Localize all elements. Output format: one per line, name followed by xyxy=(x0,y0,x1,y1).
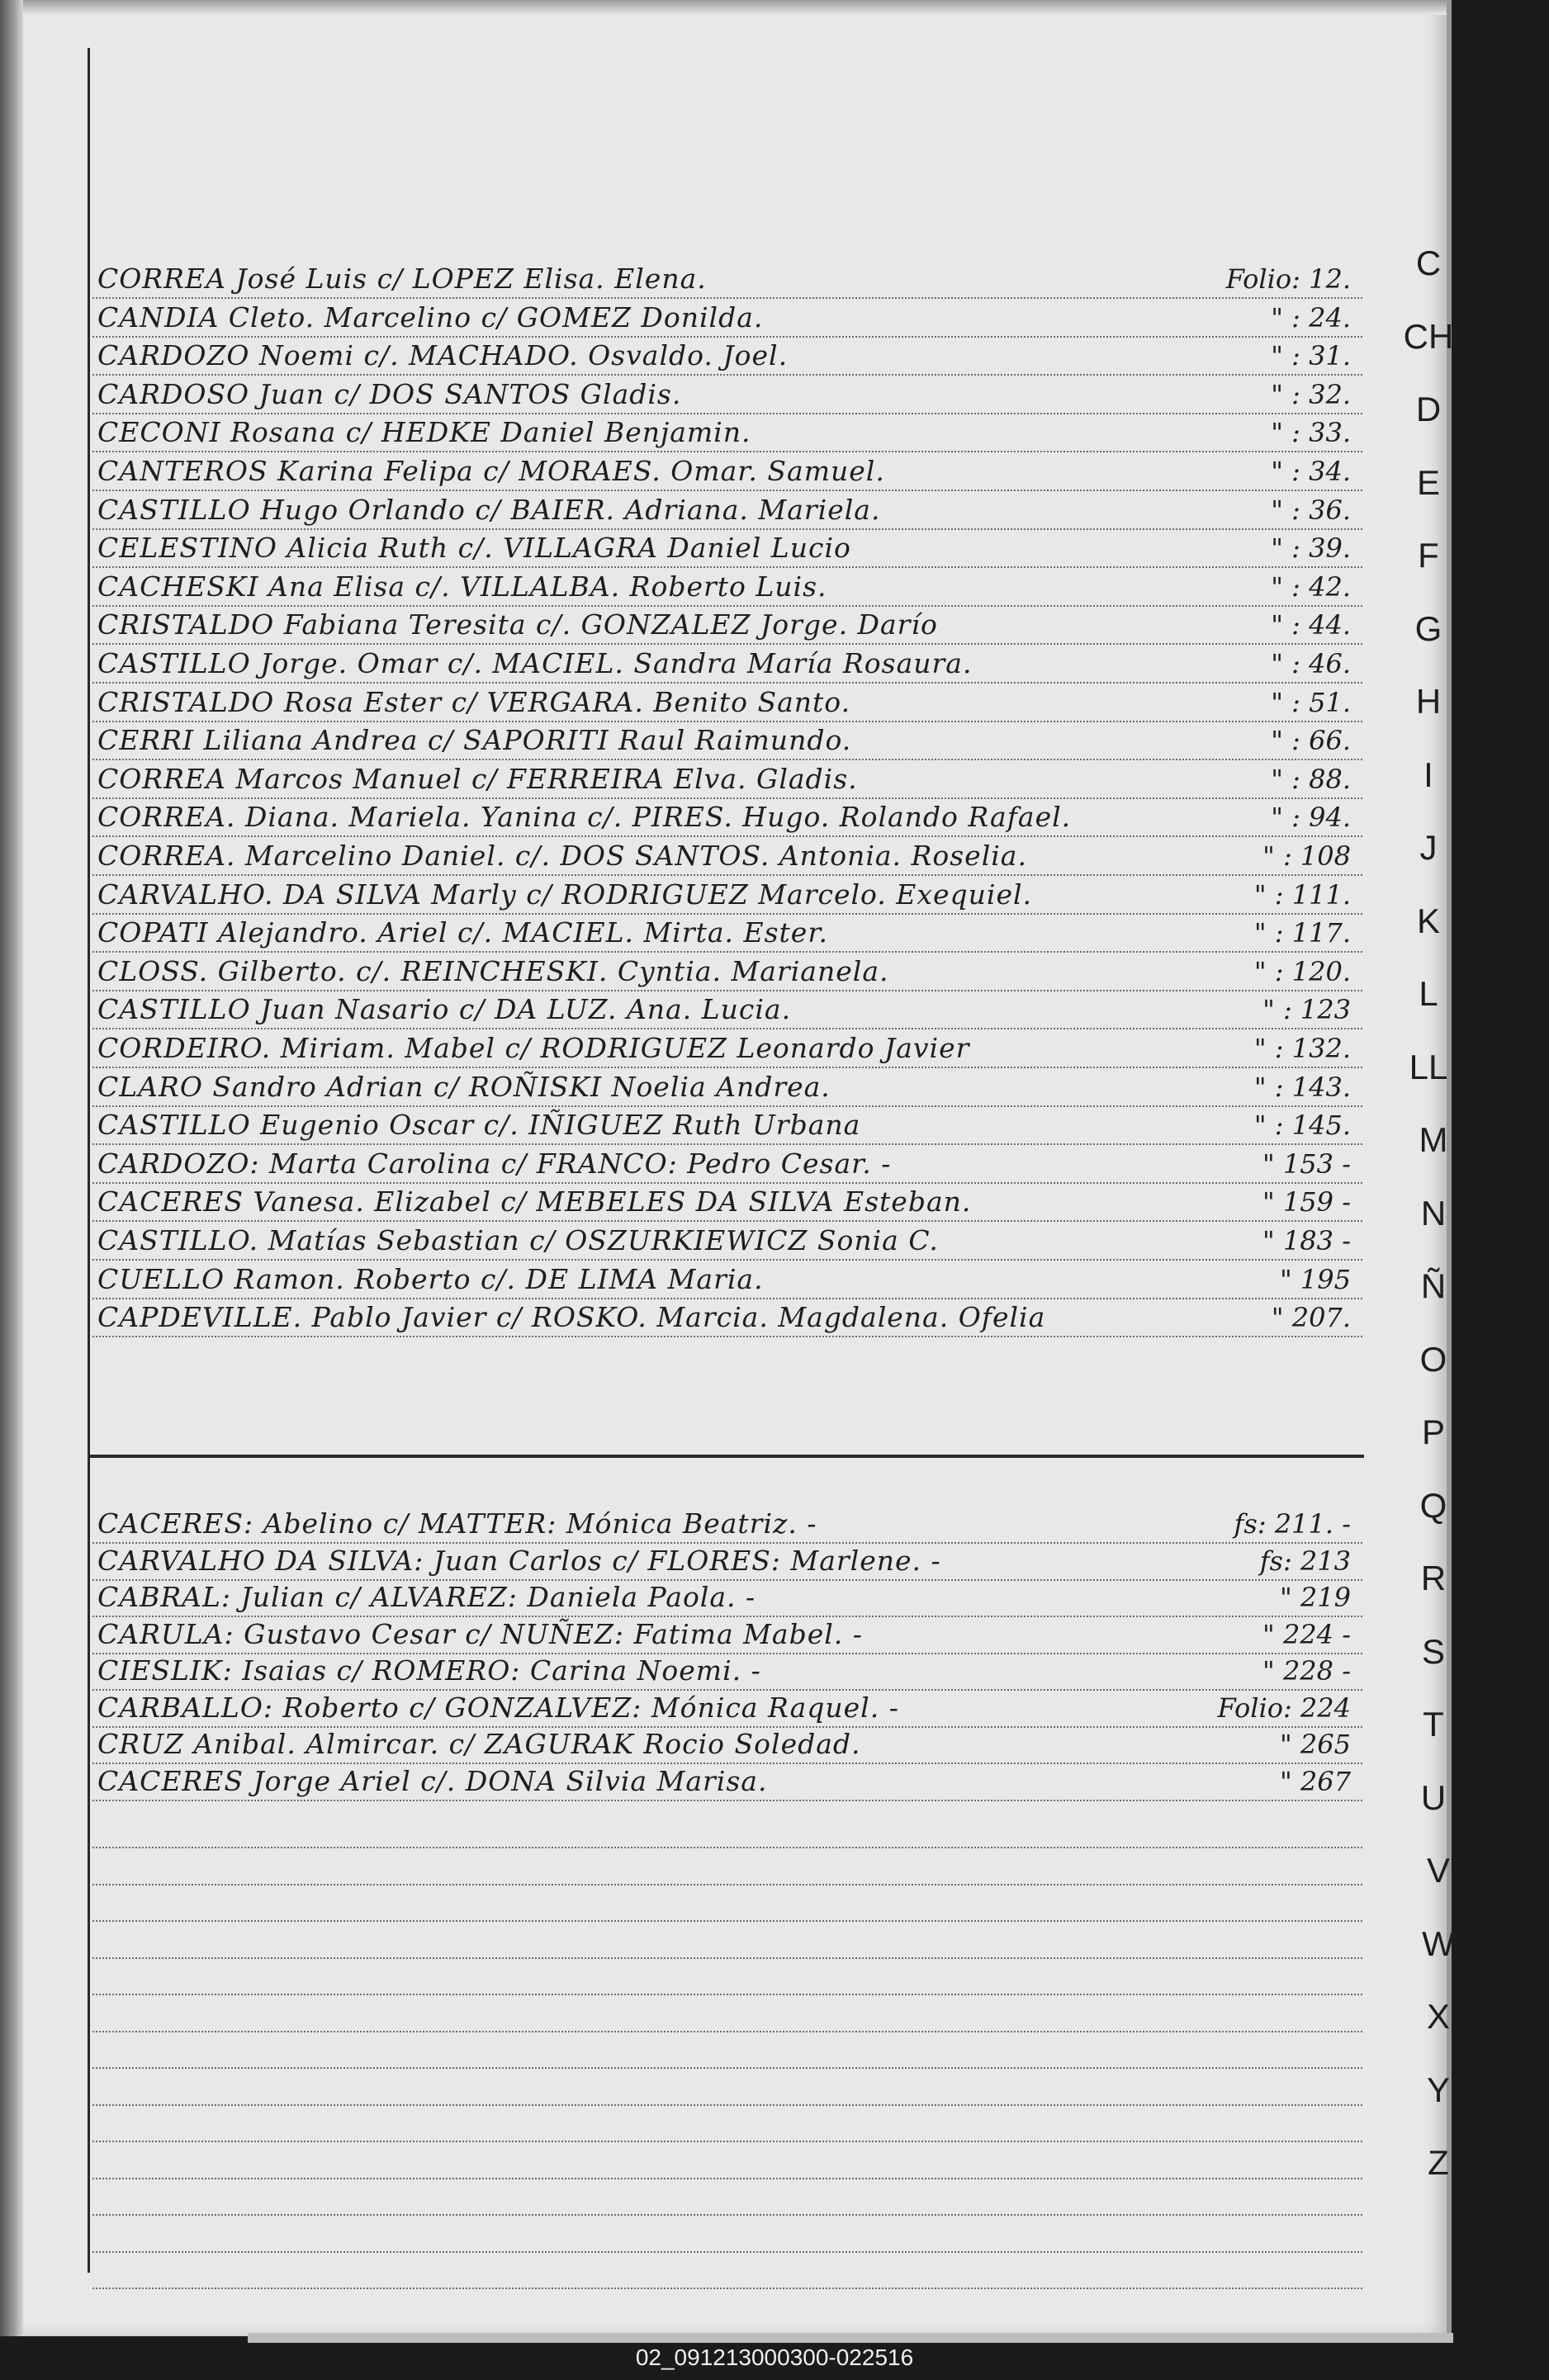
entry-text: CACERES: Abelino c/ MATTER: Mónica Beatriz. - xyxy=(97,1507,817,1540)
index-tab[interactable]: I xyxy=(1423,755,1433,794)
index-tab[interactable]: Q xyxy=(1419,1485,1447,1525)
blank-ledger-row xyxy=(92,2250,1362,2289)
index-tab[interactable]: V xyxy=(1426,1851,1450,1890)
ledger-row xyxy=(92,991,1362,1029)
folio-number: " : 32. xyxy=(1271,378,1351,410)
folio-number: fs: 213 xyxy=(1259,1545,1351,1577)
ledger-row xyxy=(92,876,1362,915)
index-tab[interactable]: Ñ xyxy=(1420,1266,1447,1305)
index-tab[interactable]: E xyxy=(1416,462,1440,502)
ledger-row xyxy=(92,1542,1362,1581)
index-tab[interactable]: U xyxy=(1420,1777,1447,1817)
ledger-row xyxy=(92,1261,1362,1299)
entry-text: CLARO Sandro Adrian c/ ROÑISKI Noelia Andrea. xyxy=(97,1070,831,1103)
entry-text: CACHESKI Ana Elisa c/. VILLALBA. Roberto Luis. xyxy=(97,570,827,603)
index-tab[interactable]: S xyxy=(1421,1631,1445,1671)
blank-ledger-row xyxy=(92,2214,1362,2253)
ledger-row xyxy=(92,529,1362,568)
folio-number: " : 42. xyxy=(1271,570,1351,603)
entry-text: CORREA Marcos Manuel c/ FERREIRA Elva. Gladis. xyxy=(97,762,858,795)
ledger-row xyxy=(92,1106,1362,1145)
alphabet-index-tabs xyxy=(1387,244,1486,2182)
folio-number: " : 108 xyxy=(1262,840,1351,872)
book-spine xyxy=(0,0,23,2336)
ledger-row xyxy=(92,798,1362,837)
page-top-edge xyxy=(23,0,1447,15)
ledger-row xyxy=(92,1183,1362,1222)
folio-number: " : 132. xyxy=(1253,1033,1351,1064)
ledger-row xyxy=(92,1652,1362,1691)
entry-text: CASTILLO Juan Nasario c/ DA LUZ. Ana. Lucia. xyxy=(97,993,792,1026)
ledger-row xyxy=(92,1578,1362,1617)
entry-text: CIESLIK: Isaias c/ ROMERO: Carina Noemi. - xyxy=(97,1654,761,1687)
index-tab[interactable]: J xyxy=(1419,828,1438,867)
ledger-row xyxy=(92,260,1362,299)
ledger-row xyxy=(92,606,1362,645)
entry-text: CASTILLO Jorge. Omar c/. MACIEL. Sandra María Rosaura. xyxy=(97,647,973,679)
ledger-row xyxy=(92,568,1362,607)
ledger-row xyxy=(92,452,1362,491)
folio-number: " : 46. xyxy=(1271,648,1351,679)
index-tab[interactable]: L xyxy=(1419,974,1438,1013)
index-tab[interactable]: Z xyxy=(1428,2143,1449,2182)
index-tab[interactable]: R xyxy=(1420,1559,1447,1597)
index-tab[interactable]: W xyxy=(1422,1923,1455,1963)
folio-number: " 265 xyxy=(1280,1729,1351,1760)
entry-text: CECONI Rosana c/ HEDKE Daniel Benjamin. xyxy=(97,416,751,449)
ledger-row xyxy=(92,1068,1362,1107)
entry-text: CORREA. Marcelino Daniel. c/. DOS SANTOS. Antonia. Roselia. xyxy=(97,840,1027,872)
index-tab[interactable]: F xyxy=(1418,536,1439,575)
image-id-label: 02_091213000300-022516 xyxy=(635,2345,914,2370)
entry-text: CORREA José Luis c/ LOPEZ Elisa. Elena. xyxy=(97,263,707,295)
ledger-row xyxy=(92,1299,1362,1337)
entry-text: CABRAL: Julian c/ ALVAREZ: Daniela Paola. - xyxy=(97,1581,756,1613)
entry-text: COPATI Alejandro. Ariel c/. MACIEL. Mirta. Ester. xyxy=(97,916,828,949)
margin-line xyxy=(88,48,90,2273)
index-tab[interactable]: M xyxy=(1419,1120,1448,1159)
folio-number: " : 145. xyxy=(1253,1110,1351,1142)
ledger-row xyxy=(92,684,1362,722)
entry-text: CRUZ Anibal. Almircar. c/ ZAGURAK Rocio Soledad. xyxy=(97,1728,861,1760)
index-tab[interactable]: LL xyxy=(1409,1047,1448,1086)
ledger-row xyxy=(92,1689,1362,1728)
folio-number: fs: 211. - xyxy=(1234,1508,1351,1540)
ledger-row xyxy=(92,1505,1362,1544)
ledger-row xyxy=(92,1763,1362,1801)
entry-text: CASTILLO Hugo Orlando c/ BAIER. Adriana. Mariela. xyxy=(97,493,881,526)
index-tab[interactable]: Y xyxy=(1426,2070,1450,2109)
folio-number: " : 94. xyxy=(1271,802,1351,834)
blank-ledger-row xyxy=(92,2103,1362,2142)
folio-number: " : 66. xyxy=(1271,725,1351,757)
ledger-row xyxy=(92,1145,1362,1184)
index-tab[interactable]: K xyxy=(1416,901,1440,940)
entry-text: CARVALHO DA SILVA: Juan Carlos c/ FLORES: Marlene. - xyxy=(97,1544,941,1577)
folio-number: " : 117. xyxy=(1253,917,1351,949)
blank-ledger-row xyxy=(92,2141,1362,2179)
blank-ledger-row xyxy=(92,1957,1362,1995)
entry-text: CELESTINO Alicia Ruth c/. VILLAGRA Daniel Lucio xyxy=(97,532,851,565)
folio-number: " : 143. xyxy=(1253,1071,1351,1103)
blank-ledger-row xyxy=(92,2030,1362,2069)
index-tab[interactable]: CH xyxy=(1403,316,1454,356)
ledger-row xyxy=(92,1616,1362,1654)
folio-number: " 195 xyxy=(1280,1263,1351,1295)
ledger-row xyxy=(92,1029,1362,1068)
folio-number: " : 123 xyxy=(1262,994,1351,1026)
section-divider xyxy=(88,1455,1364,1458)
blank-ledger-row xyxy=(92,2067,1362,2106)
entry-text: CLOSS. Gilberto. c/. REINCHESKI. Cyntia. Marianela. xyxy=(97,954,889,987)
folio-number: " : 111. xyxy=(1253,878,1351,911)
entry-text: CACERES Jorge Ariel c/. DONA Silvia Marisa. xyxy=(97,1764,768,1797)
ledger-row xyxy=(92,722,1362,760)
ledger-row xyxy=(92,376,1362,414)
index-tab[interactable]: T xyxy=(1423,1705,1444,1744)
folio-number: " 159 - xyxy=(1262,1186,1351,1218)
blank-ledger-row xyxy=(92,1847,1362,1886)
folio-number: " 207. xyxy=(1271,1302,1351,1334)
ledger-row xyxy=(92,1222,1362,1261)
ledger-row xyxy=(92,645,1362,684)
entry-text: CANTEROS Karina Felipa c/ MORAES. Omar. Samuel. xyxy=(97,455,885,487)
entry-text: CRISTALDO Rosa Ester c/ VERGARA. Benito Santo. xyxy=(97,685,851,718)
ledger-row xyxy=(92,914,1362,953)
folio-number: " : 120. xyxy=(1253,955,1351,987)
entry-text: CACERES Vanesa. Elizabel c/ MEBELES DA SILVA Esteban. xyxy=(97,1185,972,1218)
index-tab[interactable]: D xyxy=(1415,390,1442,428)
folio-number: Folio: 12. xyxy=(1225,263,1351,295)
folio-number: Folio: 224 xyxy=(1217,1692,1351,1724)
entry-text: CASTILLO Eugenio Oscar c/. IÑIGUEZ Ruth Urbana xyxy=(97,1109,861,1142)
index-tab[interactable]: G xyxy=(1414,608,1442,648)
folio-number: " : 36. xyxy=(1271,494,1351,526)
entry-text: CERRI Liliana Andrea c/ SAPORITI Raul Raimundo. xyxy=(97,724,852,757)
folio-number: " 153 - xyxy=(1262,1147,1351,1180)
folio-number: " : 24. xyxy=(1271,301,1351,334)
ledger-row xyxy=(92,337,1362,376)
folio-number: " : 34. xyxy=(1271,456,1351,487)
blank-ledger-row xyxy=(92,1920,1362,1959)
entry-text: CAPDEVILLE. Pablo Javier c/ ROSKO. Marcia. Magdalena. Ofelia xyxy=(97,1301,1046,1334)
ledger-row xyxy=(92,414,1362,452)
ledger-row xyxy=(92,1725,1362,1764)
entry-text: CASTILLO. Matías Sebastian c/ OSZURKIEWICZ Sonia C. xyxy=(97,1224,939,1256)
folio-number: " 228 - xyxy=(1262,1655,1351,1687)
folio-number: " 224 - xyxy=(1262,1618,1351,1650)
folio-number: " 267 xyxy=(1280,1765,1351,1797)
page-bottom-edge xyxy=(248,2333,1453,2343)
ledger-row xyxy=(92,837,1362,876)
entry-text: CUELLO Ramon. Roberto c/. DE LIMA Maria. xyxy=(97,1262,764,1295)
entry-text: CARULA: Gustavo Cesar c/ NUÑEZ: Fatima Mabel. - xyxy=(97,1617,863,1650)
entry-text: CRISTALDO Fabiana Teresita c/. GONZALEZ Jorge. Darío xyxy=(97,608,938,641)
index-tab[interactable]: H xyxy=(1415,682,1442,721)
folio-number: " : 31. xyxy=(1271,340,1351,372)
folio-number: " : 33. xyxy=(1271,417,1351,449)
index-tab[interactable]: X xyxy=(1426,1997,1450,2036)
folio-number: " 183 - xyxy=(1262,1225,1351,1256)
ledger-row xyxy=(92,491,1362,530)
entry-text: CARVALHO. DA SILVA Marly c/ RODRIGUEZ Marcelo. Exequiel. xyxy=(97,878,1033,911)
entry-text: CARDOZO Noemi c/. MACHADO. Osvaldo. Joel. xyxy=(97,339,789,372)
entry-text: CARBALLO: Roberto c/ GONZALVEZ: Mónica Raquel. - xyxy=(97,1691,899,1724)
entry-text: CORDEIRO. Miriam. Mabel c/ RODRIGUEZ Leonardo Javier xyxy=(97,1032,970,1064)
entry-text: CANDIA Cleto. Marcelino c/ GOMEZ Donilda. xyxy=(97,300,764,334)
index-tab[interactable]: N xyxy=(1420,1193,1447,1233)
folio-number: " : 88. xyxy=(1271,763,1351,795)
blank-ledger-row xyxy=(92,1994,1362,2032)
blank-ledger-row xyxy=(92,1810,1362,1848)
entry-text: CARDOSO Juan c/ DOS SANTOS Gladis. xyxy=(97,377,682,410)
folio-number: " : 44. xyxy=(1271,609,1351,641)
folio-number: " 219 xyxy=(1280,1582,1351,1613)
ledger-row xyxy=(92,299,1362,338)
index-tab[interactable]: C xyxy=(1415,244,1442,282)
ledger-row xyxy=(92,953,1362,991)
blank-ledger-row xyxy=(92,2177,1362,2216)
index-tab[interactable]: P xyxy=(1421,1412,1445,1451)
folio-number: " : 39. xyxy=(1271,532,1351,565)
entry-text: CARDOZO: Marta Carolina c/ FRANCO: Pedro Cesar. - xyxy=(97,1147,892,1180)
folio-number: " : 51. xyxy=(1271,686,1351,718)
ledger-row xyxy=(92,760,1362,799)
entry-text: CORREA. Diana. Mariela. Yanina c/. PIRES. Hugo. Rolando Rafael. xyxy=(97,801,1072,834)
blank-ledger-row xyxy=(92,1883,1362,1922)
index-tab[interactable]: O xyxy=(1419,1339,1447,1379)
